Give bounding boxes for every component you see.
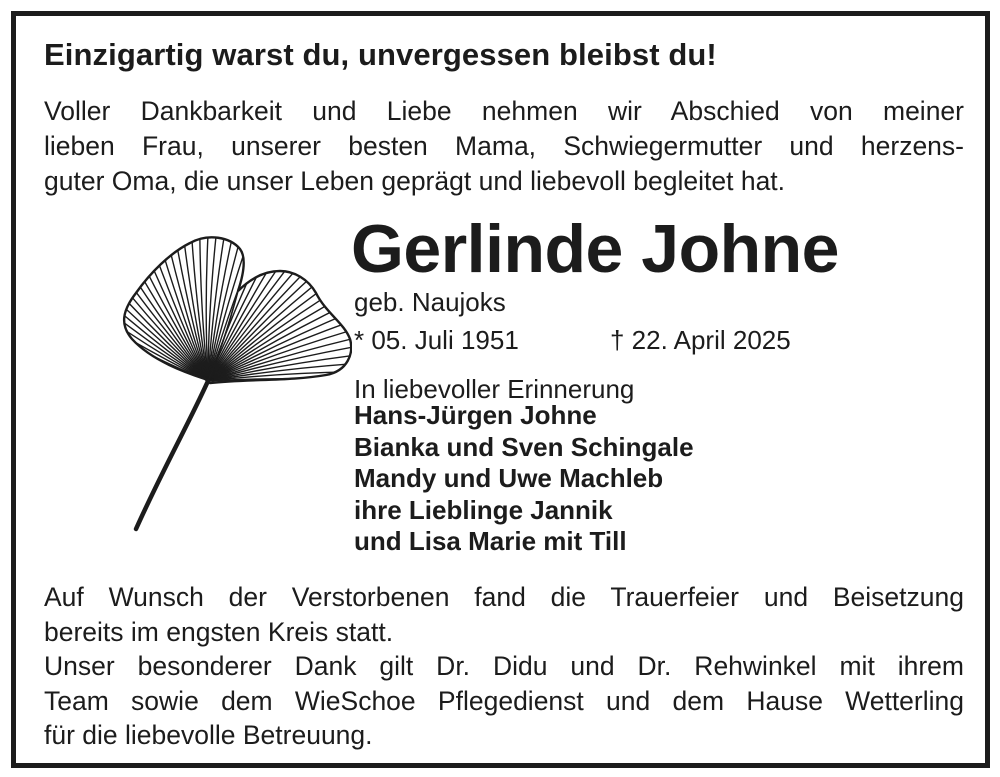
closing-line: bereits im engsten Kreis statt. (44, 616, 394, 647)
intro-line: lieben Frau, unserer besten Mama, Schwiegermutter und herzens- (44, 131, 964, 161)
closing-line: Unser besonderer Dank gilt Dr. Didu und Dr. Rehwinkel mit ihrem (44, 651, 964, 681)
family-list (354, 400, 694, 558)
obituary-frame (11, 11, 990, 768)
closing-line: Auf Wunsch der Verstorbenen fand die Trauerfeier und Beisetzung (44, 582, 964, 612)
family-member: ihre Lieblinge Jannik (354, 494, 613, 525)
deceased-name: Gerlinde Johne (351, 211, 839, 287)
intro-line: Voller Dankbarkeit und Liebe nehmen wir Abschied von meiner (44, 96, 964, 126)
family-member: Bianka und Sven Schingale (354, 431, 694, 462)
heading: Einzigartig warst du, unvergessen bleibst du! (44, 37, 717, 72)
death-date: † 22. April 2025 (610, 325, 791, 355)
memory-line: In liebevoller Erinnerung (354, 374, 635, 404)
closing-line: für die liebevolle Betreuung. (44, 720, 373, 750)
family-member: Mandy und Uwe Machleb (354, 463, 664, 493)
closing-text (44, 580, 964, 753)
intro-line: guter Oma, die unser Leben geprägt und liebevoll begleitet hat. (44, 166, 786, 196)
family-member: und Lisa Marie mit Till (354, 526, 627, 556)
maiden-name: geb. Naujoks (354, 287, 506, 317)
intro-text (44, 94, 964, 199)
family-member: Hans-Jürgen Johne (354, 400, 597, 430)
birth-date: * 05. Juli 1951 (354, 325, 519, 355)
ginkgo-leaf-icon (112, 221, 352, 539)
closing-line: Team sowie dem WieSchoe Pflegedienst und dem Hause Wetterling (44, 685, 964, 716)
